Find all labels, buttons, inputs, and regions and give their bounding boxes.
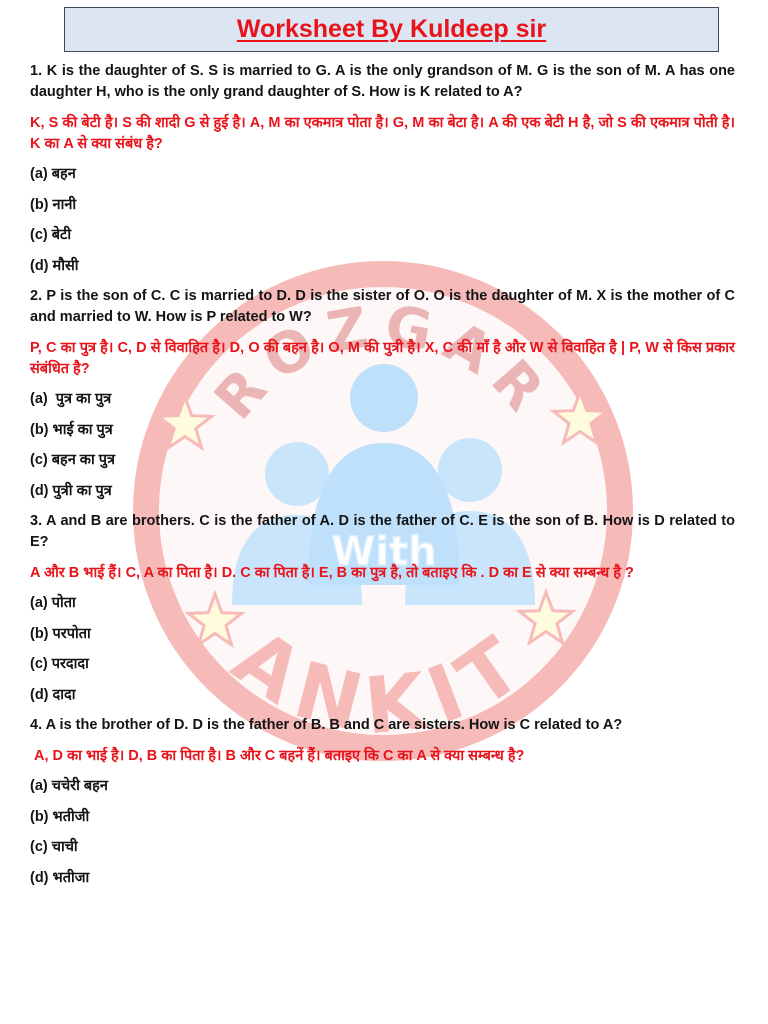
worksheet-title: Worksheet By Kuldeep sir (236, 15, 547, 43)
watermark-text-bottom: ANKIT (217, 612, 549, 753)
question-2 (30, 286, 735, 502)
title-box (64, 7, 719, 52)
worksheet-content (30, 61, 735, 898)
question-3-option-a: (a) पोता (30, 595, 76, 611)
question-4-text: 4. A is the brother of D. D is the father of B. B and C are sisters. How is C related to A? (30, 717, 623, 733)
question-4-option-c: (c) चाची (30, 839, 78, 855)
question-2-option-c: (c) बहन का पुत्र (30, 452, 115, 468)
question-3-option-c: (c) परदादा (30, 656, 89, 672)
question-3 (30, 511, 735, 706)
question-1-option-b: (b) नानी (30, 196, 77, 213)
question-1-option-c: (c) बेटी (30, 227, 72, 243)
question-1 (30, 61, 735, 277)
question-4-option-d: (d) भतीजा (30, 869, 90, 886)
question-3-option-b: (b) परपोता (30, 625, 91, 642)
question-1-option-a: (a) बहन (30, 166, 76, 182)
question-1-option-d: (d) मौसी (30, 257, 79, 274)
question-1-text: 1. K is the daughter of S. S is married to G. A is the only grandson of M. G is the son of M. A has one daughter H, who is the only grand daughter of S. How is K related to A? (30, 63, 735, 100)
question-4-option-b: (b) भतीजी (30, 808, 90, 825)
question-2-option-b: (b) भाई का पुत्र (30, 421, 113, 438)
question-3-text: 3. A and B are brothers. C is the father of A. D is the father of C. E is the son of B. How is D related to E? (30, 513, 735, 550)
question-1-hindi-text: K, S की बेटी है। S की शादी G से हुई है। A, M का एकमात्र पोता है। G, M का बेटा है। A की एक बेटी H है, जो S की एकमात्र पोती है। K का A से क्या संबंध है? (30, 114, 735, 152)
question-2-option-d: (d) पुत्री का पुत्र (30, 482, 112, 499)
question-2-text: 2. P is the son of C. C is married to D. D is the sister of O. O is the daughter of M. X is the mother of C and married to W. How is P related to W? (30, 288, 735, 325)
question-4-hindi-text: A, D का भाई है। D, B का पिता है। B और C बहनें हैं। बताइए कि C का A से क्या सम्बन्ध है? (34, 747, 525, 764)
watermark-text-middle: With (331, 529, 437, 575)
question-3-option-d: (d) दादा (30, 686, 76, 703)
watermark-text-top: ROZGAR (202, 293, 564, 433)
question-2-hindi-text: P, C का पुत्र है। C, D से विवाहित है। D, O की बहन है। O, M की पुत्री है। X, C की माँ है और W से विवाहित है | P, W से किस प्रकार संबंधित है? (30, 339, 735, 377)
question-2-option-a: (a) पुत्र का पुत्र (30, 391, 112, 407)
question-4 (30, 715, 735, 889)
question-3-hindi-text: A और B भाई हैं। C, A का पिता है। D. C का पिता है। E, B का पुत्र है, तो बताइए कि . D का E से क्या सम्बन्ध है ? (30, 564, 634, 581)
question-4-option-a: (a) चचेरी बहन (30, 778, 108, 794)
